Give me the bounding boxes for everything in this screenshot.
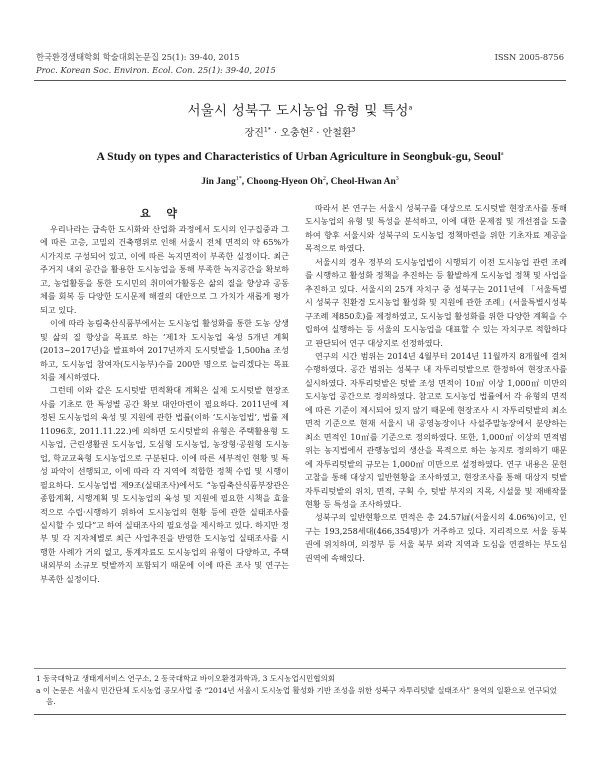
author-ko-2: 오충현	[280, 128, 310, 139]
paragraph: 연구의 시간 범위는 2014년 4월부터 2014년 11월까지 8개월에 걸쳐 수행하였다. 공간 범위는 성북구 내 자투리텃밭으로 한정하여 현장조사를 실시하였다. 자투리텃밭은 텃밭 조성 면적이 10㎡ 이상 1,000㎡ 미만의 도시농업 공간으로 정의하였다. 참고로 도시농업 법률에서 각 유형의 면적에 따른 기준이 제시되어 있지 않기 때문에 현장조사 시 자투리텃밭의 최소 면적 기준으로 현재 서울시 내 공영농장이나 사설주말농장에서 분양하는 최소 면적인 10㎡를 기준으로 정의하였다. 또한, 1,000㎡ 이상의 면적범위는 농지법에서 관행농업의 생산을 목적으로 하는 농지로 정의하기 때문에 자투리텃밭의 규모는 1,000㎡ 미만으로 설정하였다. 연구 내용은 문헌고찰을 통해 대상지 일반현황을 조사하였고, 현장조사를 통해 대상지 텃밭 자투리텃밭의 위치, 면적, 구획 수, 텃밭 부지의 지목, 시설물 및 재배작물 현황 등 특성을 조사하였다.	[305, 350, 567, 509]
paragraph: 우리나라는 급속한 도시화와 산업화 과정에서 도시의 인구집중과 그에 따른 고층, 고밀의 건축행위로 인해 서울시 전체 면적의 약 65%가 시가지로 구성되어 있고, 이에 따른 녹지면적이 부족한 실정이다. 최근 주거지 내외 공간을 활용한 도시농업을 통해 부족한 녹지공간을 확보하고, 농업활동을 통한 도시민의 취미여가활동은 삶의 질을 향상과 공동체를 회복 등 다양한 도시문제 해결의 대안으로 그 가치가 새롭게 평가되고 있다.	[40, 224, 289, 315]
author-ko-3: 안철환	[322, 128, 352, 139]
author-en-3: Cheol-Hwan An	[330, 177, 396, 187]
paragraph: 서울시의 경우 정부의 도시농업법이 시행되기 이전 도시농업 관련 조례를 시행하고 활성화 정책을 추진하는 등 활발하게 도시농업 정책 및 사업을 추진하고 있다. 서울시의 25개 자치구 중 성북구는 2011년에 「서울특별시 성북구 친환경 도시농업 활성화 및 지원에 관한 조례」(서울특별시성북구조례 제850호)를 제정하였고, 도시농업 활성화를 위한 다양한 계획을 수립하여 실행하는 등 서울의 도시농업을 대표할 수 있는 자치구로 적합하다고 판단되어 연구 대상지로 선정하였다.	[305, 256, 567, 348]
paragraph: 성북구의 일반현황으로 면적은 총 24.57㎢(서울시의 4.06%)이고, 인구는 193,258세대(466,354명)가 거주하고 있다. 지리적으로 서울 동북권에 위치하며, 의정부 등 서울 북부 외곽 지역과 도심을 연결하는 부도심권역에 속해있다.	[305, 512, 567, 563]
footnote-affiliations: 1 동국대학교 생태계서비스 연구소, 2 동국대학교 바이오환경과학과, 3 도시농업시민협의회	[36, 674, 335, 683]
right-column	[305, 202, 567, 565]
title-korean: 서울시 성북구 도시농업 유형 및 특성$^a$	[187, 103, 413, 119]
title-english: A Study on types and Characteristics of Urban Agriculture in Seongbuk-gu, Seoul$^a$	[96, 150, 504, 163]
abstract-heading: 요 약	[139, 207, 184, 220]
header-rule	[34, 80, 566, 81]
journal-citation-en: Proc. Korean Soc. Environ. Ecol. Con. 25(1): 39-40, 2015	[36, 65, 276, 75]
footer-rule	[34, 714, 566, 715]
author-en-1: Jin Jang	[201, 177, 236, 187]
author-en-2: Choong-Hyeon Oh	[246, 177, 323, 187]
authors-korean: 장진$^{1*}$ · 오충현$^2$ · 안철환$^3$	[244, 126, 356, 139]
journal-citation-ko: 한국환경생태학회 학술대회논문집 25(1): 39-40, 2015	[36, 52, 240, 62]
footnote-rule	[34, 668, 566, 669]
issn: ISSN 2005-8756	[494, 52, 564, 62]
left-column	[40, 223, 289, 586]
footnotes	[36, 673, 566, 708]
paragraph: 이에 따라 농림축산식품부에서는 도시농업 활성화를 통한 도농 상생 및 삶의 질 향상을 목표로 하는 ‘제1차 도시농업 육성 5개년 계획(2013~2017년)을 발표하여 2017년까지 도시텃밭을 1,500ha 조성하고, 도시농업 참여자(도시농부)수를 200만 명으로 늘리겠다는 목표치를 제시하였다.	[40, 318, 289, 382]
author-ko-1: 장진	[244, 128, 264, 139]
authors-english: Jin Jang$^{1*}$, Choong-Hyeon Oh$^2$, Cheol-Hwan An$^3$	[201, 175, 399, 187]
footnote-funding: a 이 논문은 서울시 민간단체 도시농업 공모사업 중 “2014년 서울시 도시농업 활성화 기반 조성을 위한 성북구 자투리텃밭 실태조사” 용역의 일환으로 연구되었음.	[36, 685, 557, 706]
paragraph: 그런데 이와 같은 도시텃밭 면적확대 계획은 실제 도시텃밭 현장조사를 기초로 한 특성별 공간 확보 대안마련이 필요하다. 2011년에 제정된 도시농업의 육성 및 지원에 관한 법률(이하 ‘도시농업법’, 법률 제11096호, 2011.11.22.)에 의하면 도시텃밭의 유형은 주택활용형 도시농업, 근린생활권 도시농업, 도심형 도시농업, 농장형·공원형 도시농업, 학교교육형 도시농업으로 구분된다. 이에 따른 세부적인 현황 및 특성 파악이 선행되고, 이에 따라 각 지역에 적합한 정책 수립 및 시행이 필요하다. 도시농업법 제9조(실태조사)에서도 “농림축산식품부장관은 종합계획, 시행계획 및 도시농업의 육성 및 지원에 필요한 시책을 효율적으로 수립·시행하기 위하여 도시농업의 현황 등에 관한 실태조사를 실시할 수 있다”고 하여 실태조사의 필요성을 제시하고 있다. 하지만 정부 및 각 지자체별로 최근 사업추진을 반영한 도시농업 실태조사를 시행한 사례가 거의 없고, 통계자료도 도시농업의 유형이 다양하고, 주택 내외부의 소규모 텃밭까지 포함되기 때문에 이에 따른 조사 및 연구는 부족한 실정이다.	[40, 385, 289, 584]
paragraph: 따라서 본 연구는 서울시 성북구를 대상으로 도시텃밭 현장조사를 통해 도시농업의 유형 및 특성을 분석하고, 이에 대한 문제점 및 개선점을 도출하여 향후 서울시와 성북구의 도시농업 정책마련을 위한 기초자료 제공을 목적으로 하였다.	[305, 203, 567, 254]
